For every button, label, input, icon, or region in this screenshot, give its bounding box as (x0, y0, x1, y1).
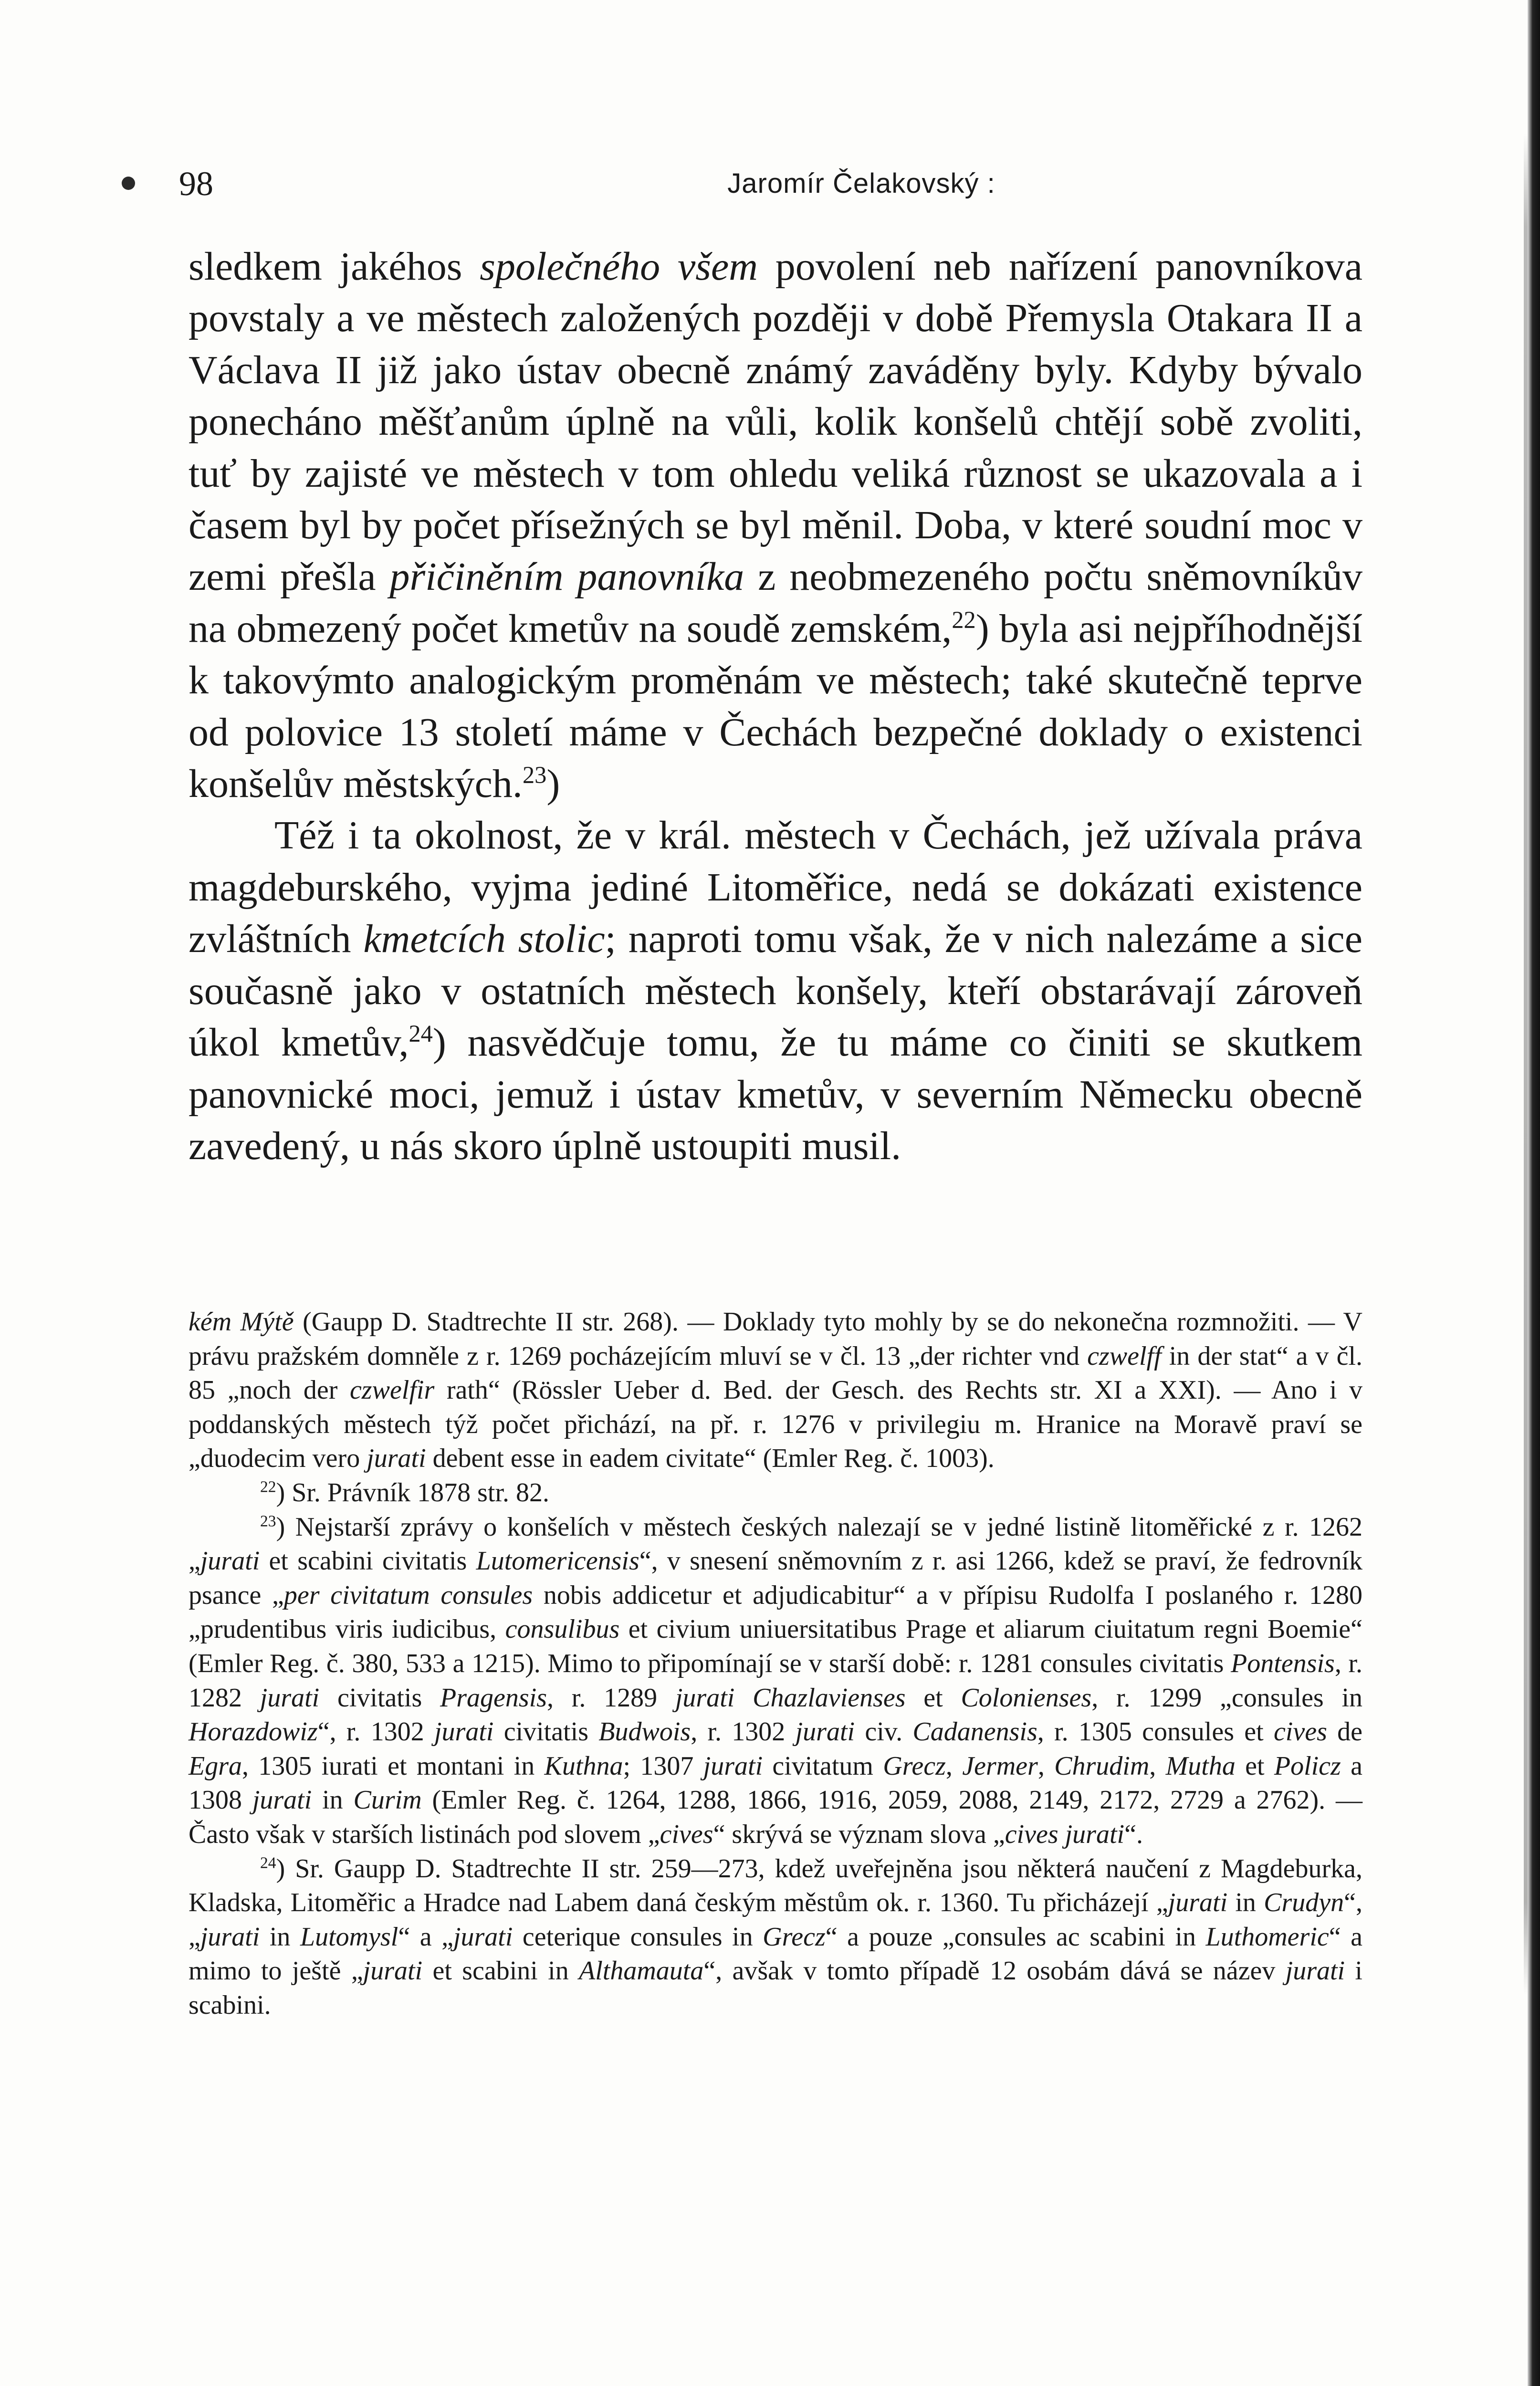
page-edge-artifact (1524, 134, 1528, 1995)
footnote-continuation: kém Mýtě (Gaupp D. Stadtrechte II str. 268). — Doklady tyto mohly by se do nekonečna rozmnožiti. — V právu pražském domněle z r. 1269 pocházejícím mluví se v čl. 13 „der richter vnd czwelff in der stat“ a v čl. 85 „noch der czwelfir rath“ (Rössler Ueber d. Bed. der Gesch. des Rechts str. XI a XXI). — Ano i v poddanských městech týž počet přichází, na př. r. 1276 v privilegiu m. Hranice na Moravě praví se „duodecim vero jurati debent esse in eadem civitate“ (Emler Reg. č. 1003). (189, 1307, 1363, 1474)
footnote-23: $^{23}$) Nejstarší zprávy o konšelích v městech českých nalezají se v jedné listině litoměřické z r. 1262 „jurati et scabini civitatis Lutomericensis“, v snesení sněmovním z r. asi 1266, kdež se praví, že fedrovník psance „per civitatum consules nobis addicetur et adjudicabitur“ a v přípisu Rudolfa I poslaného r. 1280 „prudentibus viris iudicibus, consulibus et civium uniuersitatibus Prage et aliarum ciuitatum regni Boemie“ (Emler Reg. č. 380, 533 a 1215). Mimo to připomínají se v starší době: r. 1281 consules civitatis Pontensis, r. 1282 jurati civitatis Pragensis, r. 1289 jurati Chazlavienses et Colonienses, r. 1299 „consules in Horazdowiz“, r. 1302 jurati civitatis Budwois, r. 1302 jurati civ. Cadanensis, r. 1305 consules et cives de Egra, 1305 iurati et montani in Kuthna; 1307 jurati civitatum Grecz, Jermer, Chrudim, Mutha et Policz a 1308 jurati in Curim (Emler Reg. č. 1264, 1288, 1866, 1916, 2059, 2088, 2149, 2172, 2729 a 2762). — Často však v starších listinách pod slovem „cives“ skrývá se význam slova „cives jurati“. (189, 1512, 1363, 1849)
footnotes (189, 1305, 1362, 2022)
page-number: 98 (179, 165, 213, 203)
page-header (122, 157, 1391, 210)
bullet-mark (122, 177, 135, 190)
paragraph: Též i ta okolnost, že v král. městech v Čechách, jež užívala práva magdeburského, vyjma jediné Litoměřice, nedá se dokázati existence zvláštních kmetcích stolic; naproti tomu však, že v nich nalezáme a sice současně jako v ostatních městech konšely, kteří obstarávají zároveň úkol kmetův,$^{24}$) nasvědčuje tomu, že tu máme co činiti se skutkem panovnické moci, jemuž i ústav kmetův, v severním Německu obecně zavedený, u nás skoro úplně ustoupiti musil. (189, 813, 1362, 1168)
footnote-24: $^{24}$) Sr. Gaupp D. Stadtrechte II str. 259—273, kdež uveřejněna jsou některá naučení z Magdeburka, Kladska, Litoměřic a Hradce nad Labem daná českým městům ok. r. 1360. Tu přicházejí „jurati in Crudyn“, „jurati in Lutomysl“ a „jurati ceterique consules in Grecz“ a pouze „consules ac scabini in Luthomeric“ a mimo to ještě „jurati et scabini in Althamauta“, avšak v tomto případě 12 osobám dává se název jurati i scabini. (189, 1853, 1362, 2020)
running-head: Jaromír Čelakovský : (727, 168, 995, 199)
page-edge-shadow (1528, 0, 1540, 2386)
main-text (189, 241, 1362, 1172)
paragraph: sledkem jakéhos společného všem povolení neb nařízení panovníkova povstaly a ve městech založených později v době Přemysla Otakara II a Václava II již jako ústav obecně známý zaváděny byly. Kdyby bývalo ponecháno měšťanům úplně na vůli, kolik konšelů chtějí sobě zvoliti, tuť by zajisté ve městech v tom ohledu veliká různost se ukazovala a i časem byl by počet přísežných se byl měnil. Doba, v které soudní moc v zemi přešla přičiněním panovníka z neobmezeného počtu sněmovníkův na obmezený počet kmetův na soudě zemském,$^{22}$) byla asi nejpříhodnější k takovýmto analogickým proměnám ve městech; také skutečně teprve od polovice 13 století máme v Čechách bezpečné doklady o existenci konšelův městských.$^{23}$) (189, 244, 1363, 806)
footnote-22: $^{22}$) Sr. Právník 1878 str. 82. (260, 1477, 550, 1507)
